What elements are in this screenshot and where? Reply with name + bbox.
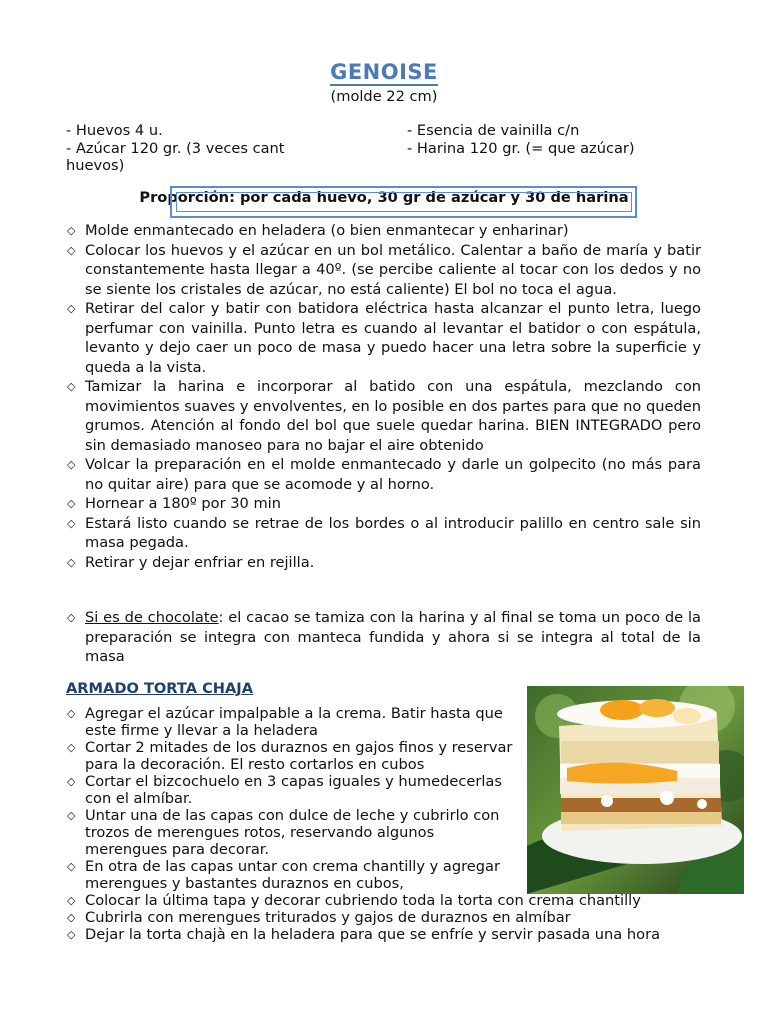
proportion-note: Proporción: por cada huevo, 30 gr de azúcar y 30 de harina [139,189,629,206]
diamond-bullet-icon: ◇ [67,302,76,315]
ingredient-item: - Huevos 4 u. [66,122,163,139]
ingredient-item: - Azúcar 120 gr. (3 veces cant huevos) [66,139,285,174]
section-title-armado: ARMADO TORTA CHAJA [66,680,254,697]
page-title: GENOISE [330,60,438,84]
list-item: ◇ Retirar del calor y batir con batidora eléctrica hasta alcanzar el punto letra, luego perfumar con vainilla. Punto letra es cuando al levantar el batidor o con espátula, levanto y dejo caer un poco de masa y puedo hacer una letra sobre la superficie y queda a la vista. [67,300,701,376]
diamond-bullet-icon: ◇ [67,928,76,941]
list-item: ◇ Hornear a 180º por 30 min [67,495,281,512]
ingredients-right [407,122,707,157]
diamond-bullet-icon: ◇ [67,707,76,720]
diamond-bullet-icon: ◇ [67,775,76,788]
list-item: ◇ Volcar la preparación en el molde enmantecado y darle un golpecito (no más para no quitar aire) para que se acomode y al horno. [67,456,701,493]
list-item: ◇ Untar una de las capas con dulce de leche y cubrirlo con trozos de merengues rotos, reservando algunos merengues para decorar. [67,807,500,858]
page-subtitle: (molde 22 cm) [330,88,438,105]
diamond-bullet-icon: ◇ [67,243,76,257]
chocolate-label: Si es de chocolate [85,609,219,626]
diamond-bullet-icon: ◇ [67,741,76,754]
list-item: ◇ Cubrirla con merengues triturados y gajos de duraznos en almíbar [67,909,571,926]
list-item: ◇ En otra de las capas untar con crema chantilly y agregar merengues y bastantes duraznos en cubos, [67,858,500,892]
genoise-steps [66,221,701,572]
list-item: ◇ Colocar los huevos y el azúcar en un bol metálico. Calentar a baño de maría y batir constantemente hasta llegar a 40º. (se percibe caliente al tocar con los dedos y no se siente los cristales de azúcar, no está caliente) El bol no toca el agua. [67,241,701,298]
diamond-bullet-icon: ◇ [67,497,76,510]
diamond-bullet-icon: ◇ [67,911,76,924]
diamond-bullet-icon: ◇ [67,860,76,873]
ingredients-left [66,122,366,175]
selection-box-inner[interactable] [176,192,632,212]
diamond-bullet-icon: ◇ [67,894,76,907]
list-item: ◇ Dejar la torta chajà en la heladera para que se enfríe y servir pasada una hora [67,926,661,943]
chocolate-text: : el cacao se tamiza con la harina y al final se toma un poco de la preparación se integra con manteca fundida y ahora si se integra al total de la masa [85,609,701,665]
chocolate-note [66,608,701,667]
list-item: ◇ Estará listo cuando se retrae de los bordes o al introducir palillo en centro sale sin masa pegada. [67,514,701,551]
ingredient-item: - Harina 120 gr. (= que azúcar) [407,139,635,157]
ingredient-item: - Esencia de vainilla c/n [407,122,580,139]
diamond-bullet-icon: ◇ [67,380,76,393]
list-item: ◇ Cortar 2 mitades de los duraznos en gajos finos y reservar para la decoración. El resto cortarlos en cubos [67,739,513,773]
list-item: ◇ Agregar el azúcar impalpable a la crema. Batir hasta que este firme y llevar a la heladera [67,705,503,739]
diamond-bullet-icon: ◇ [67,809,76,822]
list-item: ◇ Tamizar la harina e incorporar al batido con una espátula, mezclando con movimientos suaves y envolventes, en lo posible en dos partes para que no queden grumos. Atención al fondo del bol que suele quedar harina. BIEN INTEGRADO pero sin demasiado manoseo para no bajar el aire obtenido [67,378,701,454]
list-item: ◇ Molde enmantecado en heladera (o bien enmantecar y enharinar) [67,222,569,239]
diamond-bullet-icon: ◇ [67,224,76,237]
list-item [66,608,701,667]
list-item: ◇ Retirar y dejar enfriar en rejilla. [67,553,315,571]
diamond-bullet-icon: ◇ [67,458,76,471]
diamond-bullet-icon: ◇ [67,611,76,624]
diamond-bullet-icon: ◇ [67,555,76,569]
list-item: ◇ Cortar el bizcochuelo en 3 capas iguales y humedecerlas con el almíbar. [67,773,502,807]
diamond-bullet-icon: ◇ [67,516,76,530]
list-item: ◇ Colocar la última tapa y decorar cubriendo toda la torta con crema chantilly [67,892,641,909]
armado-steps [66,705,716,943]
